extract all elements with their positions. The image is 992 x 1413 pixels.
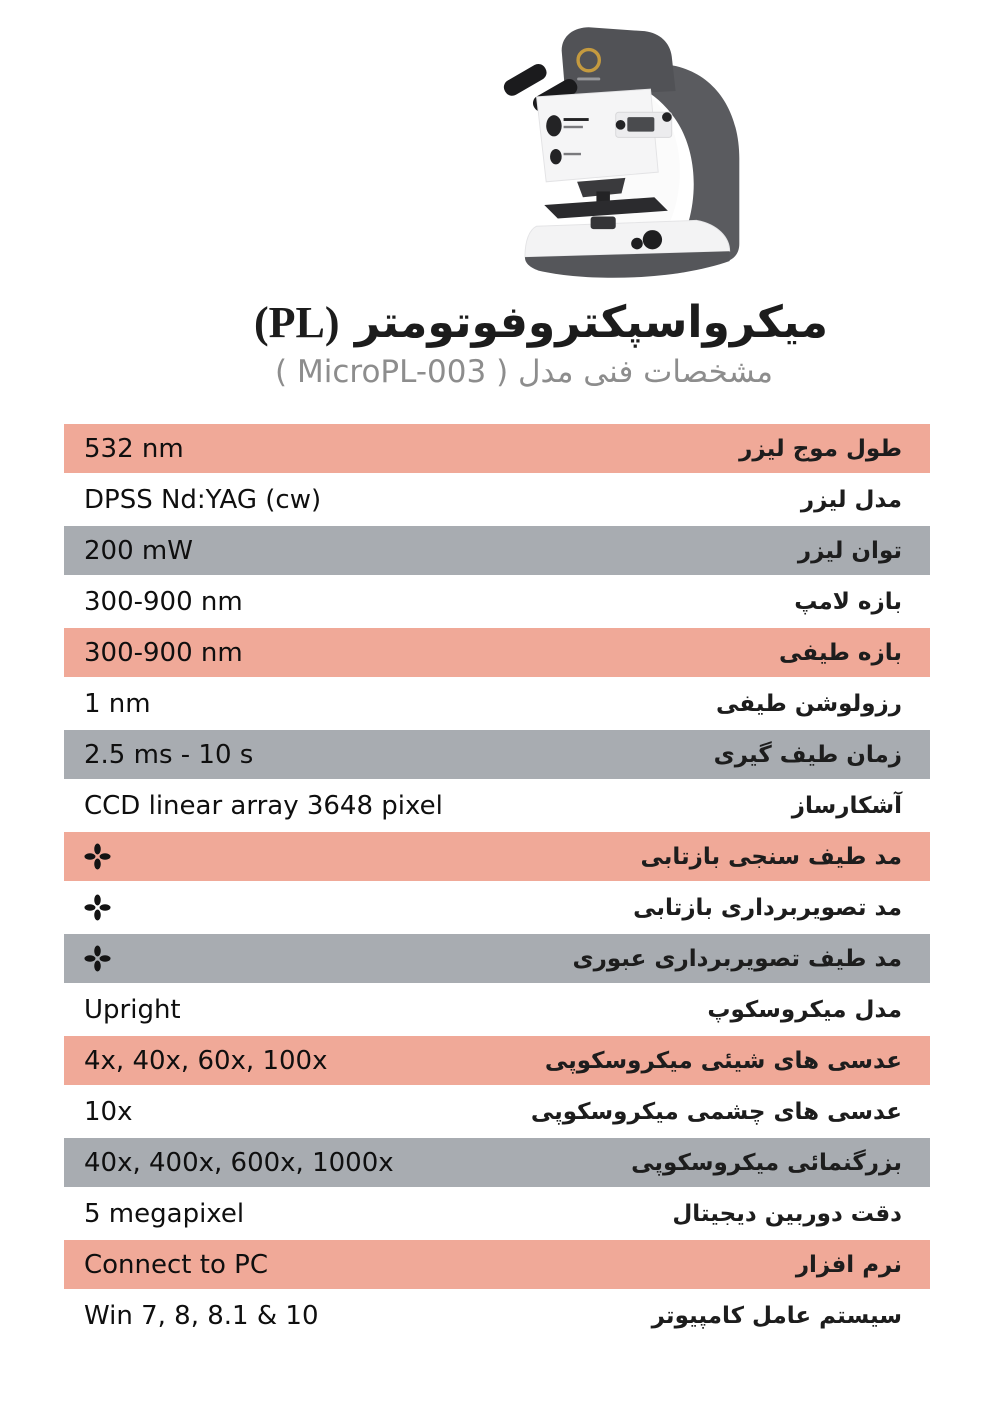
spec-table <box>64 424 930 1340</box>
spec-row <box>64 781 930 830</box>
spec-label: طول موج لیزر <box>739 435 902 462</box>
spec-value: 40x, 400x, 600x, 1000x <box>84 1147 394 1178</box>
spec-label: مد طیف سنجی بازتابی <box>640 843 902 870</box>
spec-row <box>64 985 930 1034</box>
spec-label: مد تصویربرداری بازتابی <box>633 894 902 921</box>
spec-value: 1 nm <box>84 688 151 719</box>
spec-value: 2.5 ms - 10 s <box>84 739 254 770</box>
four-petal-asterisk-icon <box>64 843 111 870</box>
spec-row <box>64 424 930 473</box>
spec-row <box>64 1036 930 1085</box>
spec-row <box>64 679 930 728</box>
spec-label: بازه طیفی <box>779 639 902 666</box>
spec-row <box>64 1138 930 1187</box>
four-petal-asterisk-icon <box>64 945 111 972</box>
spec-label: مد طیف تصویربرداری عبوری <box>572 945 902 972</box>
spec-value: 4x, 40x, 60x, 100x <box>84 1045 328 1076</box>
spec-value: DPSS Nd:YAG (cw) <box>84 484 322 515</box>
spec-row <box>64 883 930 932</box>
spec-row <box>64 1240 930 1289</box>
page-title-persian: میکرواسپکتروفوتومتر <box>354 297 829 348</box>
spec-label: آشکارساز <box>791 792 902 819</box>
spec-row <box>64 1189 930 1238</box>
spec-value: 532 nm <box>84 433 184 464</box>
spec-label: دقت دوربین دیجیتال <box>672 1200 902 1227</box>
spec-value: 300-900 nm <box>84 637 243 668</box>
spec-row <box>64 832 930 881</box>
spec-value: 5 megapixel <box>84 1198 245 1229</box>
spec-label: عدسی های چشمی میکروسکوپی <box>530 1098 902 1125</box>
page-subtitle-model: ( MicroPL-003 ) <box>275 353 509 390</box>
page-subtitle-persian: مشخصات فنی مدل <box>518 353 773 390</box>
spec-label: رزولوشن طیفی <box>715 690 902 717</box>
spec-label: بزرگنمائی میکروسکوپی <box>631 1149 902 1176</box>
spec-label: زمان طیف گیری <box>713 741 902 768</box>
spec-value: Connect to PC <box>84 1249 268 1280</box>
page-title-latin: (PL) <box>253 298 340 347</box>
spec-value: Win 7, 8, 8.1 & 10 <box>84 1300 319 1331</box>
spec-row <box>64 628 930 677</box>
spec-label: توان لیزر <box>797 537 902 564</box>
spec-row <box>64 577 930 626</box>
spec-label: مدل میکروسکوپ <box>707 996 902 1023</box>
spec-value: 200 mW <box>84 535 193 566</box>
spec-row <box>64 934 930 983</box>
spec-label: مدل لیزر <box>800 486 902 513</box>
spec-row <box>64 1291 930 1340</box>
spec-row <box>64 1087 930 1136</box>
spec-row <box>64 475 930 524</box>
spec-label: نرم افزار <box>795 1251 902 1278</box>
microscope-product-image <box>453 8 763 288</box>
spec-label: بازه لامپ <box>794 588 902 615</box>
spec-value: CCD linear array 3648 pixel <box>84 790 443 821</box>
spec-value: 10x <box>84 1096 133 1127</box>
spec-value: Upright <box>84 994 181 1025</box>
spec-label: سیستم عامل کامپیوتر <box>651 1302 902 1329</box>
spec-row <box>64 526 930 575</box>
spec-row <box>64 730 930 779</box>
spec-label: عدسی های شیئی میکروسکوپی <box>544 1047 902 1074</box>
page-subtitle <box>28 355 992 391</box>
spec-value: 300-900 nm <box>84 586 243 617</box>
page-title <box>45 298 992 349</box>
four-petal-asterisk-icon <box>64 894 111 921</box>
product-image <box>112 0 992 288</box>
